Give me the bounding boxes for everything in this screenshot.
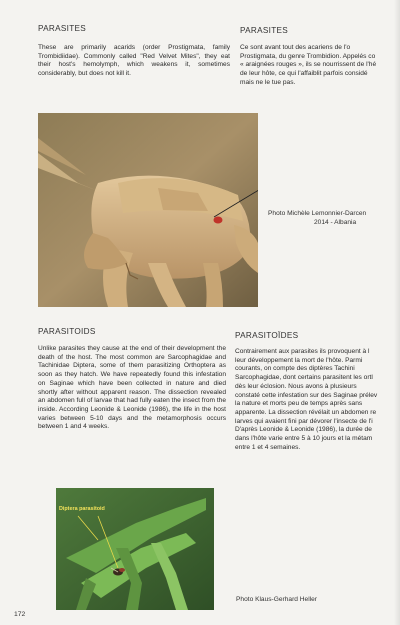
fr-line: constaté cette infestation sur des Saginae prélev — [235, 391, 378, 399]
parasitoids-text-fr — [235, 348, 400, 452]
fr-line: dès leur éclosion. Nous avons à plusieurs — [235, 382, 357, 390]
fr-line: leur développement la mort de l'hôte. Parmi — [235, 356, 363, 364]
fr-line: larves qui avaient fini par dévorer l'insecte de l'i — [235, 417, 373, 425]
fr-line: de leur hôte, ce qui l'affaiblit parfois considé — [240, 70, 368, 78]
page-edge-shadow — [394, 0, 400, 625]
grasshopper-illustration — [38, 113, 258, 307]
heading-parasites-en: PARASITES — [38, 24, 87, 33]
fr-line: apparente. La dissection révélait un abdomen re — [235, 408, 377, 416]
parasites-text-fr — [240, 44, 400, 88]
fr-line: entre 1 et 4 semaines. — [235, 443, 301, 451]
photo1-caption-line2: 2014 - Albania — [314, 218, 357, 226]
page-number: 172 — [14, 611, 26, 618]
fr-line: Prostigmata, du genre Trombidion. Appelés co — [240, 52, 376, 60]
photo1-caption — [268, 210, 400, 227]
fr-line: Contrairement aux parasites ils provoquent à l — [235, 348, 370, 355]
fr-line: Ce sont avant tout des acariens de l'o — [240, 44, 351, 51]
photo-diptera-parasitoid — [56, 488, 214, 610]
heading-parasites-fr: PARASITES — [240, 26, 289, 35]
heading-parasitoids-en: PARASITOIDS — [38, 327, 96, 336]
fr-line: la nature et morts peu de temps après sans — [235, 400, 363, 408]
photo1-caption-line1: Photo Michèle Lemonnier-Darcen — [268, 210, 367, 217]
fr-line: mais ne le tue pas. — [240, 78, 296, 86]
fr-line: dans l'hôte varie entre 5 à 10 jours et la métam — [235, 435, 373, 443]
fr-line: courants, on compte des diptères Tachini — [235, 365, 355, 373]
photo2-caption: Photo Klaus-Gerhard Heller — [236, 596, 317, 603]
parasitoids-text-en: Unlike parasites they cause at the end of their development the death of the host. The most common are Sarcophagidae and Tachinidae Diptera, some of them parasitizing Orthoptera as soon as they hatch. We have repeatedly found this infestation on Saginae which have been collected in nature and died shortly after without apparent reason. The dissection revealed an abdomen full of larvae that had fully eaten the insect from the inside. According Leonide & Leonide (1986), the life in the host varies between 5-10 days and the metamorphosis occurs between 1 and 4 weeks. — [38, 345, 226, 431]
parasites-text-en: These are primarily acarids (order Prostigmata, family Trombidiidae). Commonly called "Red Velvet Mites", they eat their host's hemolymph, which weakens it, sometimes considerably, but does not kill it. — [38, 44, 230, 78]
fr-line: D'après Leonide & Leonide (1986), la durée de — [235, 426, 372, 434]
fr-line: « araignées rouges », ils se nourrissent de l'hé — [240, 61, 377, 69]
heading-parasitoids-fr: PARASITOÏDES — [235, 331, 299, 340]
diptera-label: Diptera parasitoid — [59, 506, 105, 512]
photo-grasshopper-mite — [38, 113, 258, 307]
fr-line: Sarcophagidae, dont certains parasitent les ortl — [235, 374, 373, 382]
